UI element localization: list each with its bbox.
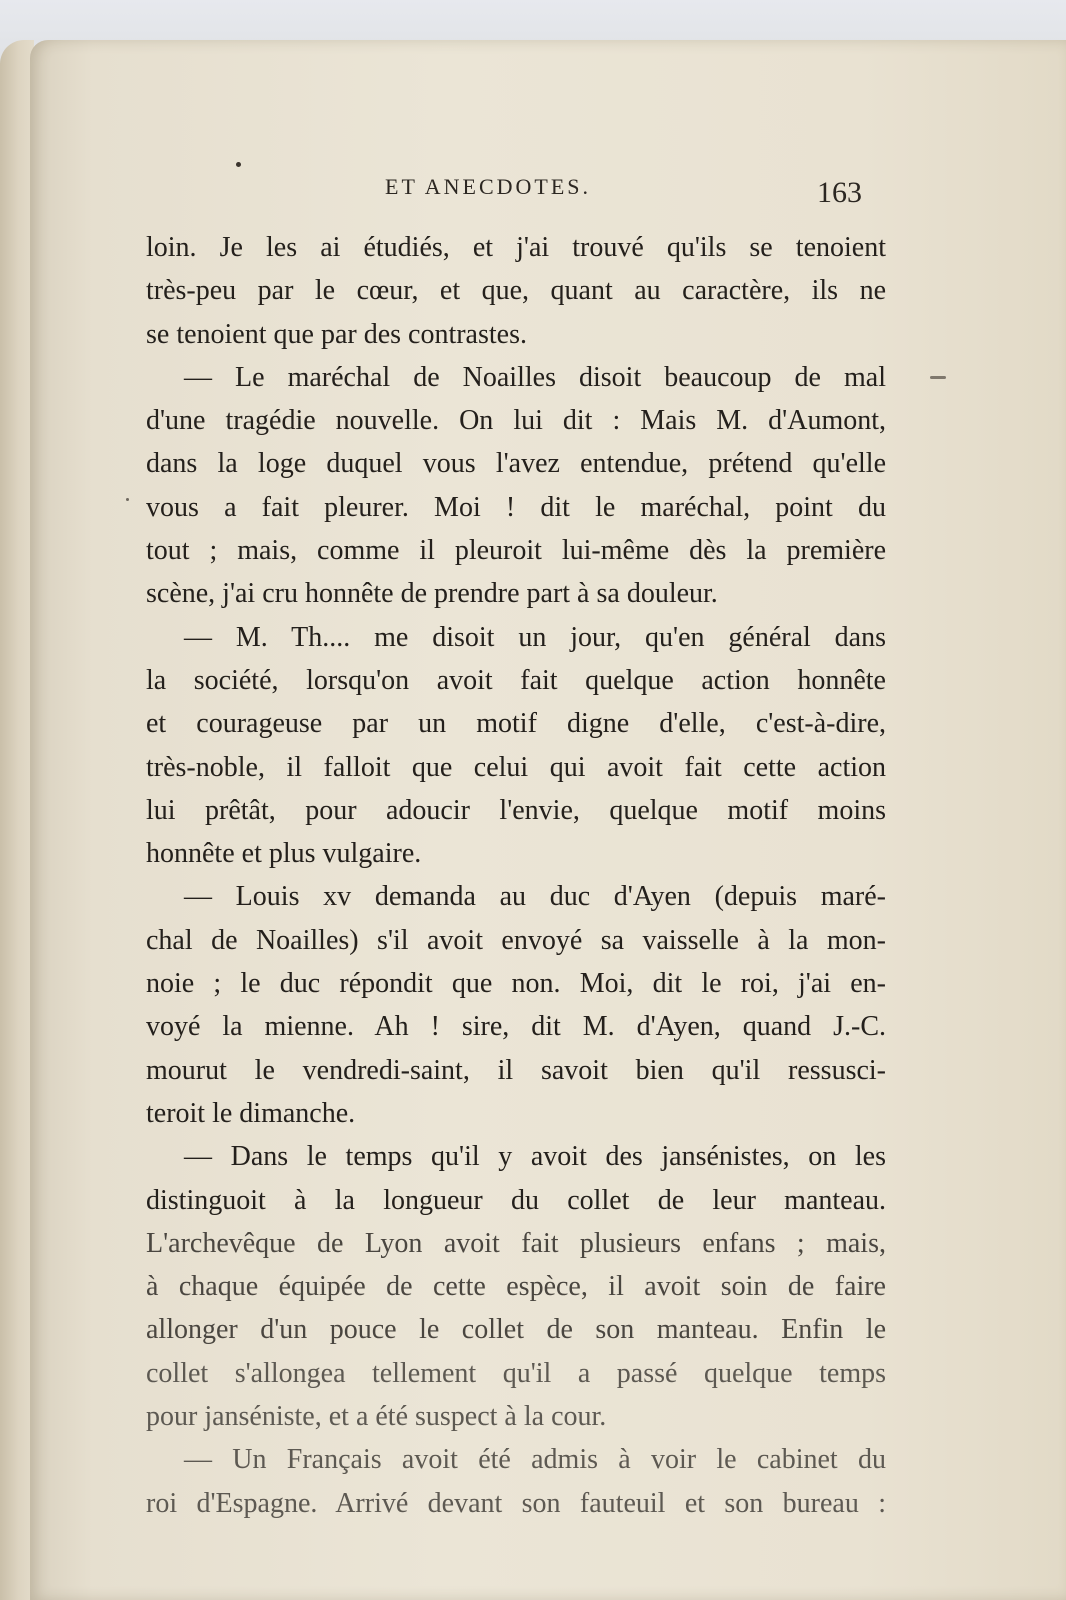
page-edge-left — [0, 40, 34, 1600]
text-line: tout ; mais, comme il pleuroit lui-même dès la première — [146, 535, 886, 567]
text-line: allonger d'un pouce le collet de son manteau. Enfin le — [146, 1314, 886, 1346]
text-line: très-peu par le cœur, et que, quant au caractère, ils ne — [146, 275, 886, 307]
paragraph-start-line: — Dans le temps qu'il y avoit des jansénistes, on les — [184, 1141, 886, 1173]
paragraph-start-line: — Louis xv demanda au duc d'Ayen (depuis maré- — [184, 881, 886, 913]
body-text — [146, 226, 886, 1525]
text-line: dans la loge duquel vous l'avez entendue, prétend qu'elle — [146, 448, 886, 480]
text-line: se tenoient que par des contrastes. — [146, 318, 527, 350]
text-line: noie ; le duc répondit que non. Moi, dit le roi, j'ai en- — [146, 968, 886, 1000]
text-line: L'archevêque de Lyon avoit fait plusieurs enfans ; mais, — [146, 1227, 886, 1259]
text-line: chal de Noailles) s'il avoit envoyé sa vaisselle à la mon- — [146, 924, 886, 956]
running-head: ET ANECDOTES. — [385, 174, 592, 199]
text-line: pour janséniste, et a été suspect à la cour. — [146, 1401, 607, 1433]
ink-speck — [236, 162, 241, 167]
page-number: 163 — [817, 176, 862, 209]
paragraph-start-line: — Le maréchal de Noailles disoit beaucoup de mal — [184, 361, 886, 393]
text-line: collet s'allongea tellement qu'il a passé quelque temps — [146, 1357, 886, 1389]
text-line: honnête et plus vulgaire. — [146, 838, 422, 870]
text-line: roi d'Espagne. Arrivé devant son fauteuil et son bureau : — [146, 1487, 886, 1519]
paragraph-start-line: — Un Français avoit été admis à voir le cabinet du — [184, 1444, 886, 1476]
text-line: scène, j'ai cru honnête de prendre part à sa douleur. — [146, 578, 718, 610]
text-line: et courageuse par un motif digne d'elle, c'est-à-dire, — [146, 708, 886, 740]
text-line: teroit le dimanche. — [146, 1097, 356, 1129]
text-line: voyé la mienne. Ah ! sire, dit M. d'Ayen, quand J.-C. — [146, 1011, 886, 1043]
text-line: d'une tragédie nouvelle. On lui dit : Mais M. d'Aumont, — [146, 405, 886, 437]
ink-speck — [930, 376, 946, 379]
ink-speck — [126, 498, 129, 501]
text-line: la société, lorsqu'on avoit fait quelque action honnête — [146, 664, 886, 696]
paragraph-start-line: — M. Th.... me disoit un jour, qu'en général dans — [184, 621, 886, 653]
text-line: très-noble, il falloit que celui qui avoit fait cette action — [146, 751, 886, 783]
text-line: lui prêtât, pour adoucir l'envie, quelque motif moins — [146, 794, 886, 826]
text-line: à chaque équipée de cette espèce, il avoit soin de faire — [146, 1271, 886, 1303]
text-line: loin. Je les ai étudiés, et j'ai trouvé qu'ils se tenoient — [146, 232, 886, 263]
text-line: distinguoit à la longueur du collet de leur manteau. — [146, 1184, 886, 1216]
text-line: mourut le vendredi-saint, il savoit bien qu'il ressusci- — [146, 1054, 886, 1086]
text-line: vous a fait pleurer. Moi ! dit le maréchal, point du — [146, 491, 886, 523]
